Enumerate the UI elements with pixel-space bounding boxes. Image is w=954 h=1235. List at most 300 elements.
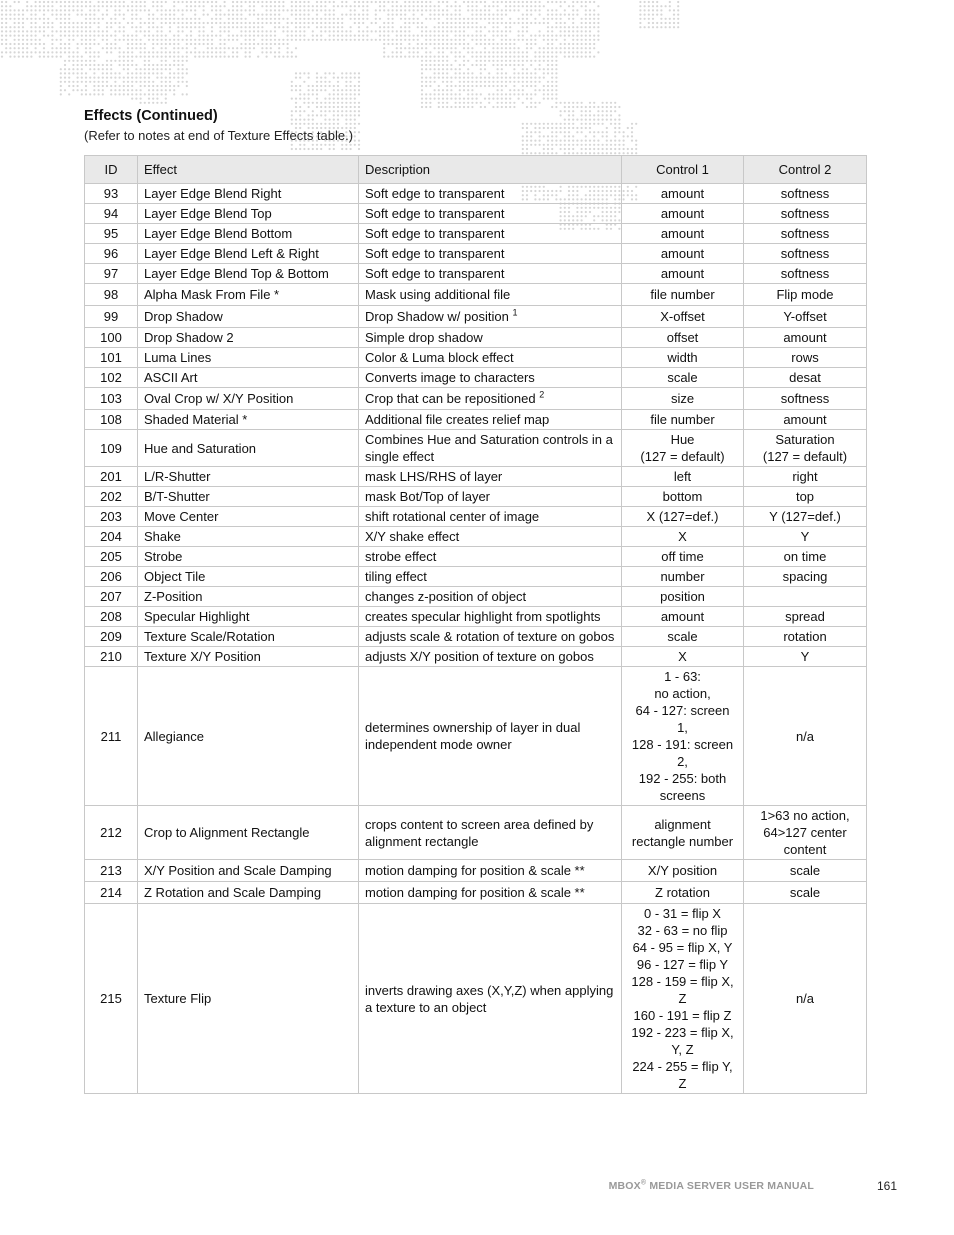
cell-control-1 — [622, 244, 744, 264]
cell-effect — [138, 904, 359, 1094]
section-heading: Effects (Continued) — [84, 108, 218, 124]
cell-control-2-text: amount — [783, 412, 827, 427]
column-header-control-1: Control 1 — [622, 156, 744, 184]
cell-control-1-text: X/Y position — [647, 863, 718, 878]
cell-id — [85, 284, 138, 306]
cell-description — [359, 527, 622, 547]
cell-control-2 — [744, 284, 867, 306]
cell-effect — [138, 410, 359, 430]
cell-id-text: 204 — [100, 529, 122, 544]
cell-control-1-text: file number — [650, 412, 715, 427]
table-row — [85, 527, 867, 547]
cell-description-text: tiling effect — [365, 569, 427, 584]
cell-id — [85, 607, 138, 627]
cell-id-text: 95 — [103, 226, 119, 241]
column-header-control-2: Control 2 — [744, 156, 867, 184]
cell-effect-text: Texture Scale/Rotation — [144, 629, 275, 644]
table-row — [85, 224, 867, 244]
cell-control-1-text: X (127=def.) — [646, 509, 719, 524]
cell-control-1 — [622, 627, 744, 647]
cell-id-text: 206 — [100, 569, 122, 584]
cell-control-1-text: 0 - 31 = flip X 32 - 63 = no flip 64 - 95 = flip X, Y 96 - 127 = flip Y 128 - 159 = flip X, Z 160 - 191 = flip Z 192 - 223 = flip X, Y, Z 224 - 255 = flip Y, Z — [631, 906, 734, 1091]
cell-description — [359, 860, 622, 882]
cell-effect — [138, 587, 359, 607]
cell-control-1-text: scale — [667, 370, 698, 385]
table-row — [85, 264, 867, 284]
cell-description-text: crops content to screen area defined by alignment rectangle — [365, 816, 594, 849]
cell-description-text: Crop that can be repositioned — [365, 391, 536, 406]
cell-effect — [138, 284, 359, 306]
cell-effect-text: Layer Edge Blend Top & Bottom — [144, 266, 329, 281]
cell-control-2-text: Y (127=def.) — [769, 509, 841, 524]
cell-control-2 — [744, 328, 867, 348]
cell-control-2 — [744, 306, 867, 328]
cell-id — [85, 204, 138, 224]
cell-description-text: Soft edge to transparent — [365, 226, 505, 241]
cell-description — [359, 904, 622, 1094]
cell-id — [85, 430, 138, 467]
cell-effect-text: Shaded Material * — [144, 412, 248, 427]
cell-control-1 — [622, 587, 744, 607]
cell-description — [359, 607, 622, 627]
cell-control-1-text: amount — [660, 206, 705, 221]
cell-effect-text: Crop to Alignment Rectangle — [144, 825, 310, 840]
cell-control-1-text: amount — [660, 226, 705, 241]
cell-description-text: mask Bot/Top of layer — [365, 489, 490, 504]
cell-control-1-text: offset — [666, 330, 699, 345]
cell-effect-text: Object Tile — [144, 569, 206, 584]
cell-control-2 — [744, 806, 867, 860]
cell-description-text: motion damping for position & scale ** — [365, 863, 585, 878]
cell-control-1 — [622, 607, 744, 627]
cell-effect — [138, 547, 359, 567]
table-row — [85, 348, 867, 368]
cell-control-1-text: amount — [660, 186, 705, 201]
cell-id-text: 212 — [100, 825, 122, 840]
cell-control-1-text: position — [660, 589, 705, 604]
cell-id — [85, 587, 138, 607]
cell-id — [85, 647, 138, 667]
cell-id — [85, 368, 138, 388]
cell-id — [85, 627, 138, 647]
cell-description — [359, 547, 622, 567]
cell-effect — [138, 388, 359, 410]
cell-description — [359, 647, 622, 667]
cell-control-1-text: off time — [661, 549, 704, 564]
cell-description — [359, 487, 622, 507]
cell-control-1 — [622, 410, 744, 430]
cell-control-2 — [744, 224, 867, 244]
cell-description — [359, 264, 622, 284]
cell-control-2-text: desat — [789, 370, 821, 385]
cell-description-text: Color & Luma block effect — [365, 350, 514, 365]
cell-id-text: 98 — [103, 287, 119, 302]
cell-description-text: Combines Hue and Saturation controls in a single effect — [365, 432, 613, 464]
cell-effect-text: Layer Edge Blend Top — [144, 206, 272, 221]
cell-control-2 — [744, 904, 867, 1094]
cell-control-2 — [744, 567, 867, 587]
cell-control-1 — [622, 647, 744, 667]
cell-description-text: creates specular highlight from spotlights — [365, 609, 601, 624]
cell-id — [85, 184, 138, 204]
cell-description-text: shift rotational center of image — [365, 509, 540, 524]
cell-id — [85, 527, 138, 547]
table-row — [85, 904, 867, 1094]
cell-effect — [138, 607, 359, 627]
cell-control-1 — [622, 547, 744, 567]
cell-control-1 — [622, 882, 744, 904]
cell-id-text: 93 — [103, 186, 119, 201]
cell-control-2-text: right — [792, 469, 818, 484]
cell-control-2-text: softness — [780, 391, 830, 406]
cell-effect — [138, 806, 359, 860]
cell-control-2-text: spacing — [782, 569, 828, 584]
cell-effect — [138, 860, 359, 882]
cell-id-text: 209 — [100, 629, 122, 644]
cell-control-1 — [622, 348, 744, 368]
cell-description-text: Mask using additional file — [365, 287, 511, 302]
cell-description — [359, 430, 622, 467]
cell-control-1 — [622, 527, 744, 547]
cell-effect — [138, 467, 359, 487]
cell-effect — [138, 244, 359, 264]
cell-effect — [138, 328, 359, 348]
cell-control-2-text: Y-offset — [783, 309, 827, 324]
table-row — [85, 806, 867, 860]
cell-control-1 — [622, 306, 744, 328]
cell-id — [85, 410, 138, 430]
cell-id — [85, 567, 138, 587]
cell-description-text: Soft edge to transparent — [365, 246, 505, 261]
cell-effect — [138, 264, 359, 284]
cell-effect — [138, 882, 359, 904]
cell-control-2 — [744, 184, 867, 204]
cell-id-text: 215 — [100, 991, 122, 1006]
cell-control-2 — [744, 204, 867, 224]
table-row — [85, 567, 867, 587]
cell-control-1 — [622, 507, 744, 527]
cell-description-text: changes z-position of object — [365, 589, 527, 604]
cell-control-1-text: X — [678, 529, 687, 544]
table-row — [85, 244, 867, 264]
footer-manual-title — [609, 1180, 814, 1192]
cell-control-2-text: 1>63 no action, 64>127 center content — [760, 808, 850, 857]
cell-description-text: determines ownership of layer in dual independent mode owner — [365, 720, 581, 752]
cell-id-text: 103 — [100, 391, 122, 406]
cell-control-1 — [622, 224, 744, 244]
cell-id-text: 213 — [100, 863, 122, 878]
cell-effect — [138, 667, 359, 806]
cell-control-2 — [744, 507, 867, 527]
cell-control-2 — [744, 467, 867, 487]
cell-control-2-text: n/a — [795, 728, 815, 744]
cell-effect-text: Move Center — [144, 509, 219, 524]
table-header-row — [85, 156, 867, 184]
cell-control-1-text: alignment rectangle number — [631, 816, 734, 849]
cell-effect-text: Luma Lines — [144, 350, 212, 365]
cell-effect-text: Z Rotation and Scale Damping — [144, 885, 322, 900]
cell-control-2-text: rows — [791, 350, 819, 365]
cell-control-2 — [744, 647, 867, 667]
cell-effect — [138, 647, 359, 667]
cell-description-text: Additional file creates relief map — [365, 412, 550, 427]
cell-id-text: 202 — [100, 489, 122, 504]
cell-description — [359, 806, 622, 860]
cell-control-2-text: amount — [783, 330, 827, 345]
cell-id — [85, 487, 138, 507]
cell-control-2 — [744, 388, 867, 410]
cell-description-text: Drop Shadow w/ position — [365, 309, 509, 324]
cell-control-2 — [744, 264, 867, 284]
cell-description — [359, 306, 622, 328]
cell-control-1-text: left — [673, 469, 692, 484]
cell-description-text: Converts image to characters — [365, 370, 535, 385]
cell-description — [359, 244, 622, 264]
cell-effect-text: Hue and Saturation — [144, 440, 257, 456]
cell-description — [359, 348, 622, 368]
cell-description-text: mask LHS/RHS of layer — [365, 469, 503, 484]
cell-control-2 — [744, 487, 867, 507]
cell-effect — [138, 306, 359, 328]
cell-effect-text: Alpha Mask From File * — [144, 287, 280, 302]
cell-control-2-text: softness — [780, 186, 830, 201]
cell-effect-text: Layer Edge Blend Bottom — [144, 226, 293, 241]
cell-control-1-text: file number — [650, 287, 715, 302]
table-row — [85, 430, 867, 467]
cell-description — [359, 284, 622, 306]
cell-control-2 — [744, 410, 867, 430]
cell-effect-text: Drop Shadow — [144, 309, 223, 324]
cell-effect — [138, 507, 359, 527]
cell-control-2 — [744, 430, 867, 467]
footer-registered-mark: ® — [640, 1179, 647, 1187]
cell-effect-text: Shake — [144, 529, 181, 544]
table-row — [85, 647, 867, 667]
cell-id — [85, 348, 138, 368]
cell-id — [85, 882, 138, 904]
cell-description — [359, 410, 622, 430]
cell-effect-text: Layer Edge Blend Right — [144, 186, 282, 201]
cell-control-2 — [744, 587, 867, 607]
cell-effect-text: L/R-Shutter — [144, 469, 211, 484]
table-row — [85, 587, 867, 607]
cell-effect — [138, 487, 359, 507]
cell-description — [359, 587, 622, 607]
table-row — [85, 306, 867, 328]
cell-effect — [138, 527, 359, 547]
cell-control-2 — [744, 547, 867, 567]
cell-effect-text: Specular Highlight — [144, 609, 250, 624]
cell-description — [359, 667, 622, 806]
cell-id-text: 100 — [100, 330, 122, 345]
footnote-marker: 2 — [539, 389, 545, 400]
table-row — [85, 507, 867, 527]
cell-description — [359, 567, 622, 587]
cell-control-2 — [744, 882, 867, 904]
cell-control-1-text: X-offset — [660, 309, 705, 324]
table-row — [85, 410, 867, 430]
footer-title-text: MEDIA SERVER USER MANUAL — [646, 1180, 814, 1192]
cell-effect-text: Drop Shadow 2 — [144, 330, 234, 345]
table-row — [85, 184, 867, 204]
cell-id-text: 96 — [103, 246, 119, 261]
cell-id-text: 203 — [100, 509, 122, 524]
cell-id-text: 99 — [103, 309, 119, 324]
cell-control-1 — [622, 284, 744, 306]
cell-description — [359, 224, 622, 244]
cell-control-1 — [622, 184, 744, 204]
table-row — [85, 204, 867, 224]
footnote-marker: 1 — [512, 307, 518, 318]
cell-id — [85, 388, 138, 410]
cell-id-text: 201 — [100, 469, 122, 484]
cell-description — [359, 204, 622, 224]
cell-effect-text: X/Y Position and Scale Damping — [144, 863, 332, 878]
cell-effect-text: Texture X/Y Position — [144, 649, 261, 664]
page-number: 161 — [877, 1179, 898, 1193]
effects-table — [84, 155, 867, 1094]
cell-id — [85, 507, 138, 527]
cell-id — [85, 328, 138, 348]
cell-id — [85, 244, 138, 264]
cell-control-2-text: softness — [780, 226, 830, 241]
cell-id — [85, 306, 138, 328]
cell-control-1-text: X — [678, 649, 687, 664]
cell-control-1-text: amount — [660, 266, 705, 281]
table-row — [85, 467, 867, 487]
table-row — [85, 368, 867, 388]
cell-control-1-text: amount — [660, 609, 705, 624]
cell-control-2 — [744, 527, 867, 547]
cell-id — [85, 667, 138, 806]
cell-effect-text: Z-Position — [144, 589, 203, 604]
cell-description-text: Soft edge to transparent — [365, 186, 505, 201]
cell-description — [359, 368, 622, 388]
cell-control-1 — [622, 467, 744, 487]
cell-id-text: 214 — [100, 885, 122, 900]
cell-control-2 — [744, 627, 867, 647]
cell-control-2-text: Flip mode — [776, 287, 834, 302]
table-row — [85, 284, 867, 306]
cell-control-1 — [622, 328, 744, 348]
cell-control-1-text: amount — [660, 246, 705, 261]
cell-description — [359, 627, 622, 647]
table-row — [85, 627, 867, 647]
cell-effect-text: Layer Edge Blend Left & Right — [144, 246, 319, 261]
table-row — [85, 860, 867, 882]
cell-id-text: 97 — [103, 266, 119, 281]
cell-id-text: 207 — [100, 589, 122, 604]
cell-control-1 — [622, 430, 744, 467]
cell-description-text: Simple drop shadow — [365, 330, 483, 345]
cell-control-2-text: Y — [800, 529, 810, 544]
cell-description-text: motion damping for position & scale ** — [365, 885, 585, 900]
cell-control-1 — [622, 567, 744, 587]
cell-effect — [138, 184, 359, 204]
cell-control-1 — [622, 204, 744, 224]
cell-id-text: 94 — [103, 206, 119, 221]
cell-id — [85, 806, 138, 860]
cell-control-2-text: n/a — [795, 991, 815, 1006]
table-row — [85, 547, 867, 567]
cell-id — [85, 224, 138, 244]
cell-control-1 — [622, 667, 744, 806]
cell-control-1 — [622, 388, 744, 410]
cell-description — [359, 184, 622, 204]
column-header-effect: Effect — [138, 156, 359, 184]
cell-control-2 — [744, 348, 867, 368]
table-row — [85, 328, 867, 348]
cell-effect-text: Texture Flip — [144, 991, 212, 1006]
cell-description-text: X/Y shake effect — [365, 529, 460, 544]
cell-control-1-text: scale — [667, 629, 698, 644]
cell-effect-text: B/T-Shutter — [144, 489, 210, 504]
cell-control-2-text: rotation — [783, 629, 827, 644]
table-row — [85, 607, 867, 627]
cell-description-text: Soft edge to transparent — [365, 206, 505, 221]
cell-effect — [138, 224, 359, 244]
cell-control-1-text: width — [667, 350, 698, 365]
cell-control-1 — [622, 487, 744, 507]
cell-control-1-text: number — [660, 569, 705, 584]
cell-control-2 — [744, 244, 867, 264]
cell-description — [359, 882, 622, 904]
cell-description-text: strobe effect — [365, 549, 437, 564]
cell-effect-text: Allegiance — [144, 728, 204, 744]
cell-id-text: 102 — [100, 370, 122, 385]
cell-control-2 — [744, 667, 867, 806]
cell-control-2 — [744, 368, 867, 388]
cell-control-2-text: scale — [789, 885, 821, 900]
section-note: (Refer to notes at end of Texture Effects table.) — [84, 128, 354, 143]
cell-control-2 — [744, 860, 867, 882]
column-header-id: ID — [85, 156, 138, 184]
cell-description-text: adjusts X/Y position of texture on gobos — [365, 649, 594, 664]
cell-control-1-text: bottom — [662, 489, 703, 504]
cell-id-text: 109 — [100, 440, 122, 456]
cell-control-2-text: on time — [783, 549, 827, 564]
cell-control-2-text: top — [795, 489, 815, 504]
cell-effect-text: Strobe — [144, 549, 183, 564]
cell-control-2-text: spread — [785, 609, 825, 624]
cell-description — [359, 328, 622, 348]
cell-id-text: 101 — [100, 350, 122, 365]
cell-control-2-text: softness — [780, 206, 830, 221]
cell-effect — [138, 204, 359, 224]
cell-control-1-text: Z rotation — [655, 885, 710, 900]
cell-control-1 — [622, 860, 744, 882]
cell-control-1-text: 1 - 63: no action, 64 - 127: screen 1, 128 - 191: screen 2, 192 - 255: both screens — [631, 669, 734, 803]
table-row — [85, 882, 867, 904]
cell-control-2 — [744, 607, 867, 627]
cell-id-text: 108 — [100, 412, 122, 427]
cell-effect — [138, 567, 359, 587]
cell-control-2-text: scale — [789, 863, 821, 878]
cell-effect — [138, 430, 359, 467]
cell-effect-text: ASCII Art — [144, 370, 198, 385]
cell-control-2-text: Saturation (127 = default) — [762, 432, 848, 464]
cell-id-text: 208 — [100, 609, 122, 624]
cell-description — [359, 507, 622, 527]
table-row — [85, 667, 867, 806]
cell-description-text: inverts drawing axes (X,Y,Z) when applying a texture to an object — [365, 982, 614, 1015]
cell-effect — [138, 368, 359, 388]
cell-control-1-text: size — [670, 391, 695, 406]
cell-id — [85, 904, 138, 1094]
table-row — [85, 388, 867, 410]
cell-control-1-text: Hue (127 = default) — [640, 432, 725, 464]
cell-control-2-text: softness — [780, 246, 830, 261]
